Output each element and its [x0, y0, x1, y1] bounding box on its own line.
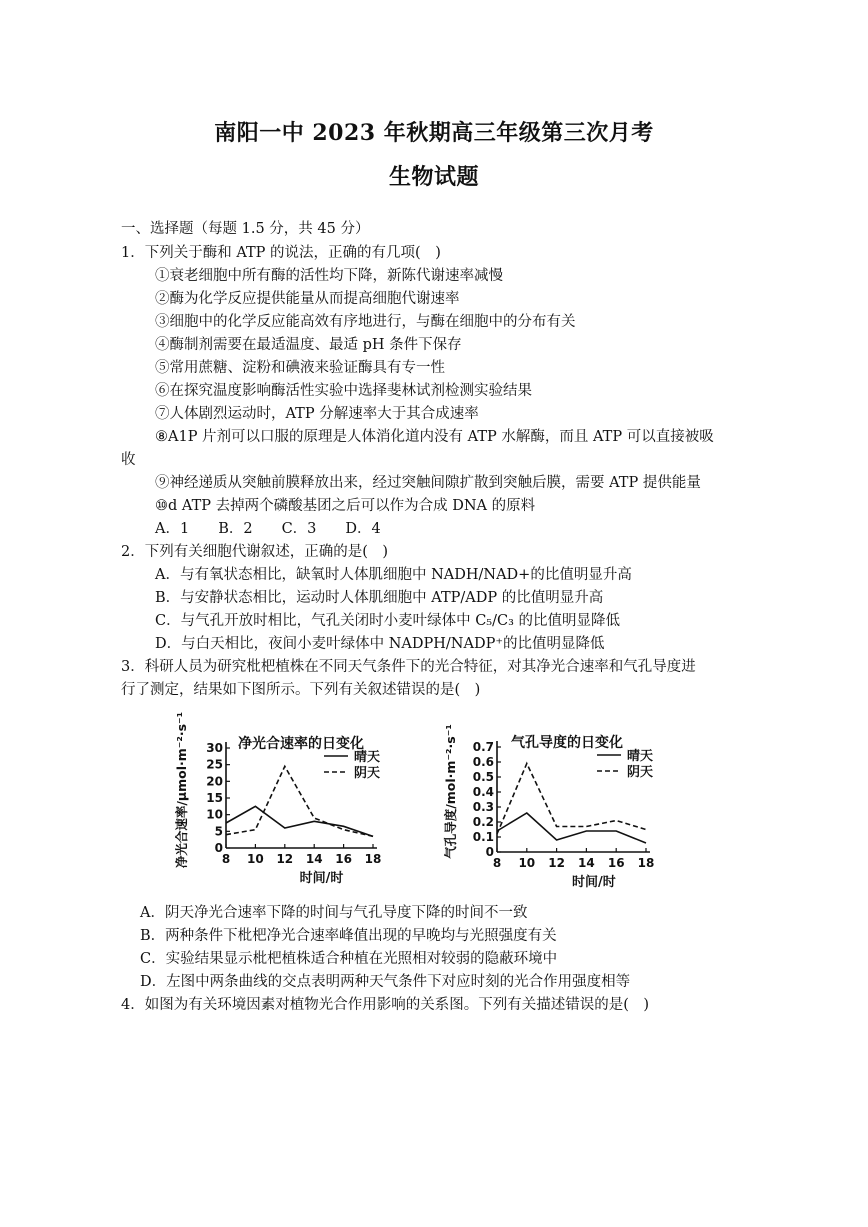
x-tick-label: 14 — [305, 852, 323, 866]
q4-stem: 4．如图为有关环境因素对植物光合作用影响的关系图。下列有关描述错误的是( ) — [121, 997, 650, 1013]
chart-net-photosynthesis — [176, 705, 416, 899]
y-tick-label: 0.4 — [472, 785, 494, 799]
q2-option-d: D．与白天相比，夜间小麦叶绿体中 NADPH/NADP⁺的比值明显降低 — [155, 636, 605, 652]
x-axis-label: 时间/时 — [571, 875, 616, 890]
series-line-sunny — [497, 813, 646, 843]
x-tick-label: 10 — [247, 852, 264, 866]
q2-stem: 2．下列有关细胞代谢叙述，正确的是( ) — [121, 544, 389, 560]
y-tick-label: 25 — [206, 757, 223, 772]
legend-label: 晴天 — [354, 750, 381, 765]
q1-item: ⑩d ATP 去掉两个磷酸基团之后可以作为合成 DNA 的原料 — [155, 498, 536, 514]
y-tick-label: 5 — [214, 824, 223, 839]
q1-item: ②酶为化学反应提供能量从而提高细胞代谢速率 — [155, 291, 460, 307]
y-tick-label: 0 — [214, 841, 223, 855]
y-tick-label: 15 — [206, 791, 223, 805]
section-heading: 一、选择题（每题 1.5 分，共 45 分） — [121, 221, 370, 237]
y-tick-label: 30 — [206, 741, 223, 755]
q2-option-b: B．与安静状态相比，运动时人体肌细胞中 ATP/ADP 的比值明显升高 — [155, 590, 604, 606]
chart-stomatal-conductance-svg — [445, 705, 695, 895]
q1-options: A．1 B．2 C．3 D．4 — [155, 521, 381, 537]
q3-option-d: D．左图中两条曲线的交点表明两种天气条件下对应时刻的光合作用强度相等 — [140, 974, 631, 990]
series-line-cloudy — [497, 764, 646, 835]
q1-item: ①衰老细胞中所有酶的活性均下降，新陈代谢速率减慢 — [155, 268, 503, 284]
q3-option-b: B．两种条件下枇杷净光合速率峰值出现的早晚均与光照强度有关 — [140, 928, 557, 944]
q3-stem-line2: 行了测定，结果如下图所示。下列有关叙述错误的是( ) — [121, 682, 481, 698]
y-tick-label: 20 — [206, 774, 223, 789]
q1-item: ⑧A1P 片剂可以口服的原理是人体消化道内没有 ATP 水解酶，而且 ATP 可以直接被吸 — [155, 429, 714, 445]
q1-item: ③细胞中的化学反应能高效有序地进行，与酶在细胞中的分布有关 — [155, 314, 576, 330]
exam-title: 南阳一中 2023 年秋期高三年级第三次月考 — [214, 120, 654, 146]
q1-item: ④酶制剂需要在最适温度、最适 pH 条件下保存 — [155, 337, 462, 353]
series-line-cloudy — [226, 766, 373, 836]
q1-stem: 1．下列关于酶和 ATP 的说法，正确的有几项( ) — [121, 245, 441, 261]
legend-label: 晴天 — [627, 749, 654, 764]
chart-net-photosynthesis-svg — [176, 705, 416, 895]
y-tick-label: 0.6 — [472, 755, 494, 769]
x-tick-label: 14 — [578, 856, 595, 870]
x-tick-label: 18 — [364, 852, 382, 866]
q3-stem-line1: 3．科研人员为研究枇杷植株在不同天气条件下的光合特征，对其净光合速率和气孔导度进 — [121, 659, 696, 675]
y-tick-label: 0 — [485, 845, 494, 859]
legend-label: 阴天 — [627, 765, 654, 780]
y-tick-label: 0.7 — [472, 740, 494, 754]
q3-option-a: A．阴天净光合速率下降的时间与气孔导度下降的时间不一致 — [140, 905, 528, 921]
y-tick-label: 0.5 — [472, 770, 494, 784]
y-tick-label: 10 — [206, 807, 223, 822]
q1-item: ⑥在探究温度影响酶活性实验中选择斐林试剂检测实验结果 — [155, 383, 532, 399]
x-tick-label: 16 — [335, 852, 352, 866]
legend-label: 阴天 — [354, 766, 381, 781]
series-line-sunny — [226, 806, 373, 836]
q2-option-c: C．与气孔开放时相比，气孔关闭时小麦叶绿体中 C₅/C₃ 的比值明显降低 — [155, 613, 621, 629]
x-tick-label: 16 — [607, 856, 625, 870]
chart-title: 净光合速率的日变化 — [238, 736, 364, 752]
y-tick-label: 0.2 — [472, 815, 494, 829]
exam-subtitle: 生物试题 — [388, 164, 479, 190]
y-tick-label: 0.3 — [472, 800, 494, 814]
x-tick-label: 8 — [492, 856, 502, 870]
q1-item: ⑤常用蔗糖、淀粉和碘液来验证酶具有专一性 — [155, 360, 445, 376]
x-tick-label: 10 — [518, 856, 536, 870]
y-tick-label: 0.1 — [472, 830, 494, 844]
x-tick-label: 18 — [637, 856, 655, 870]
y-axis-label: 气孔导度/mol·m⁻²·s⁻¹ — [443, 724, 458, 859]
chart-stomatal-conductance — [445, 705, 695, 899]
x-tick-label: 8 — [221, 852, 231, 866]
q1-item: ⑦人体剧烈运动时，ATP 分解速率大于其合成速率 — [155, 406, 479, 422]
x-tick-label: 12 — [276, 852, 294, 866]
q1-item-continued: 收 — [121, 452, 136, 468]
y-axis-label: 净光合速率/μmol·m⁻²·s⁻¹ — [174, 711, 189, 869]
q3-option-c: C．实验结果显示枇杷植株适合种植在光照相对较弱的隐蔽环境中 — [140, 951, 558, 967]
q1-item: ⑨神经递质从突触前膜释放出来，经过突触间隙扩散到突触后膜，需要 ATP 提供能量 — [155, 475, 701, 491]
q2-option-a: A．与有氧状态相比，缺氧时人体肌细胞中 NADH/NAD+的比值明显升高 — [155, 567, 632, 583]
x-tick-label: 12 — [548, 856, 565, 870]
x-axis-label: 时间/时 — [299, 871, 344, 886]
chart-title: 气孔导度的日变化 — [511, 735, 623, 751]
